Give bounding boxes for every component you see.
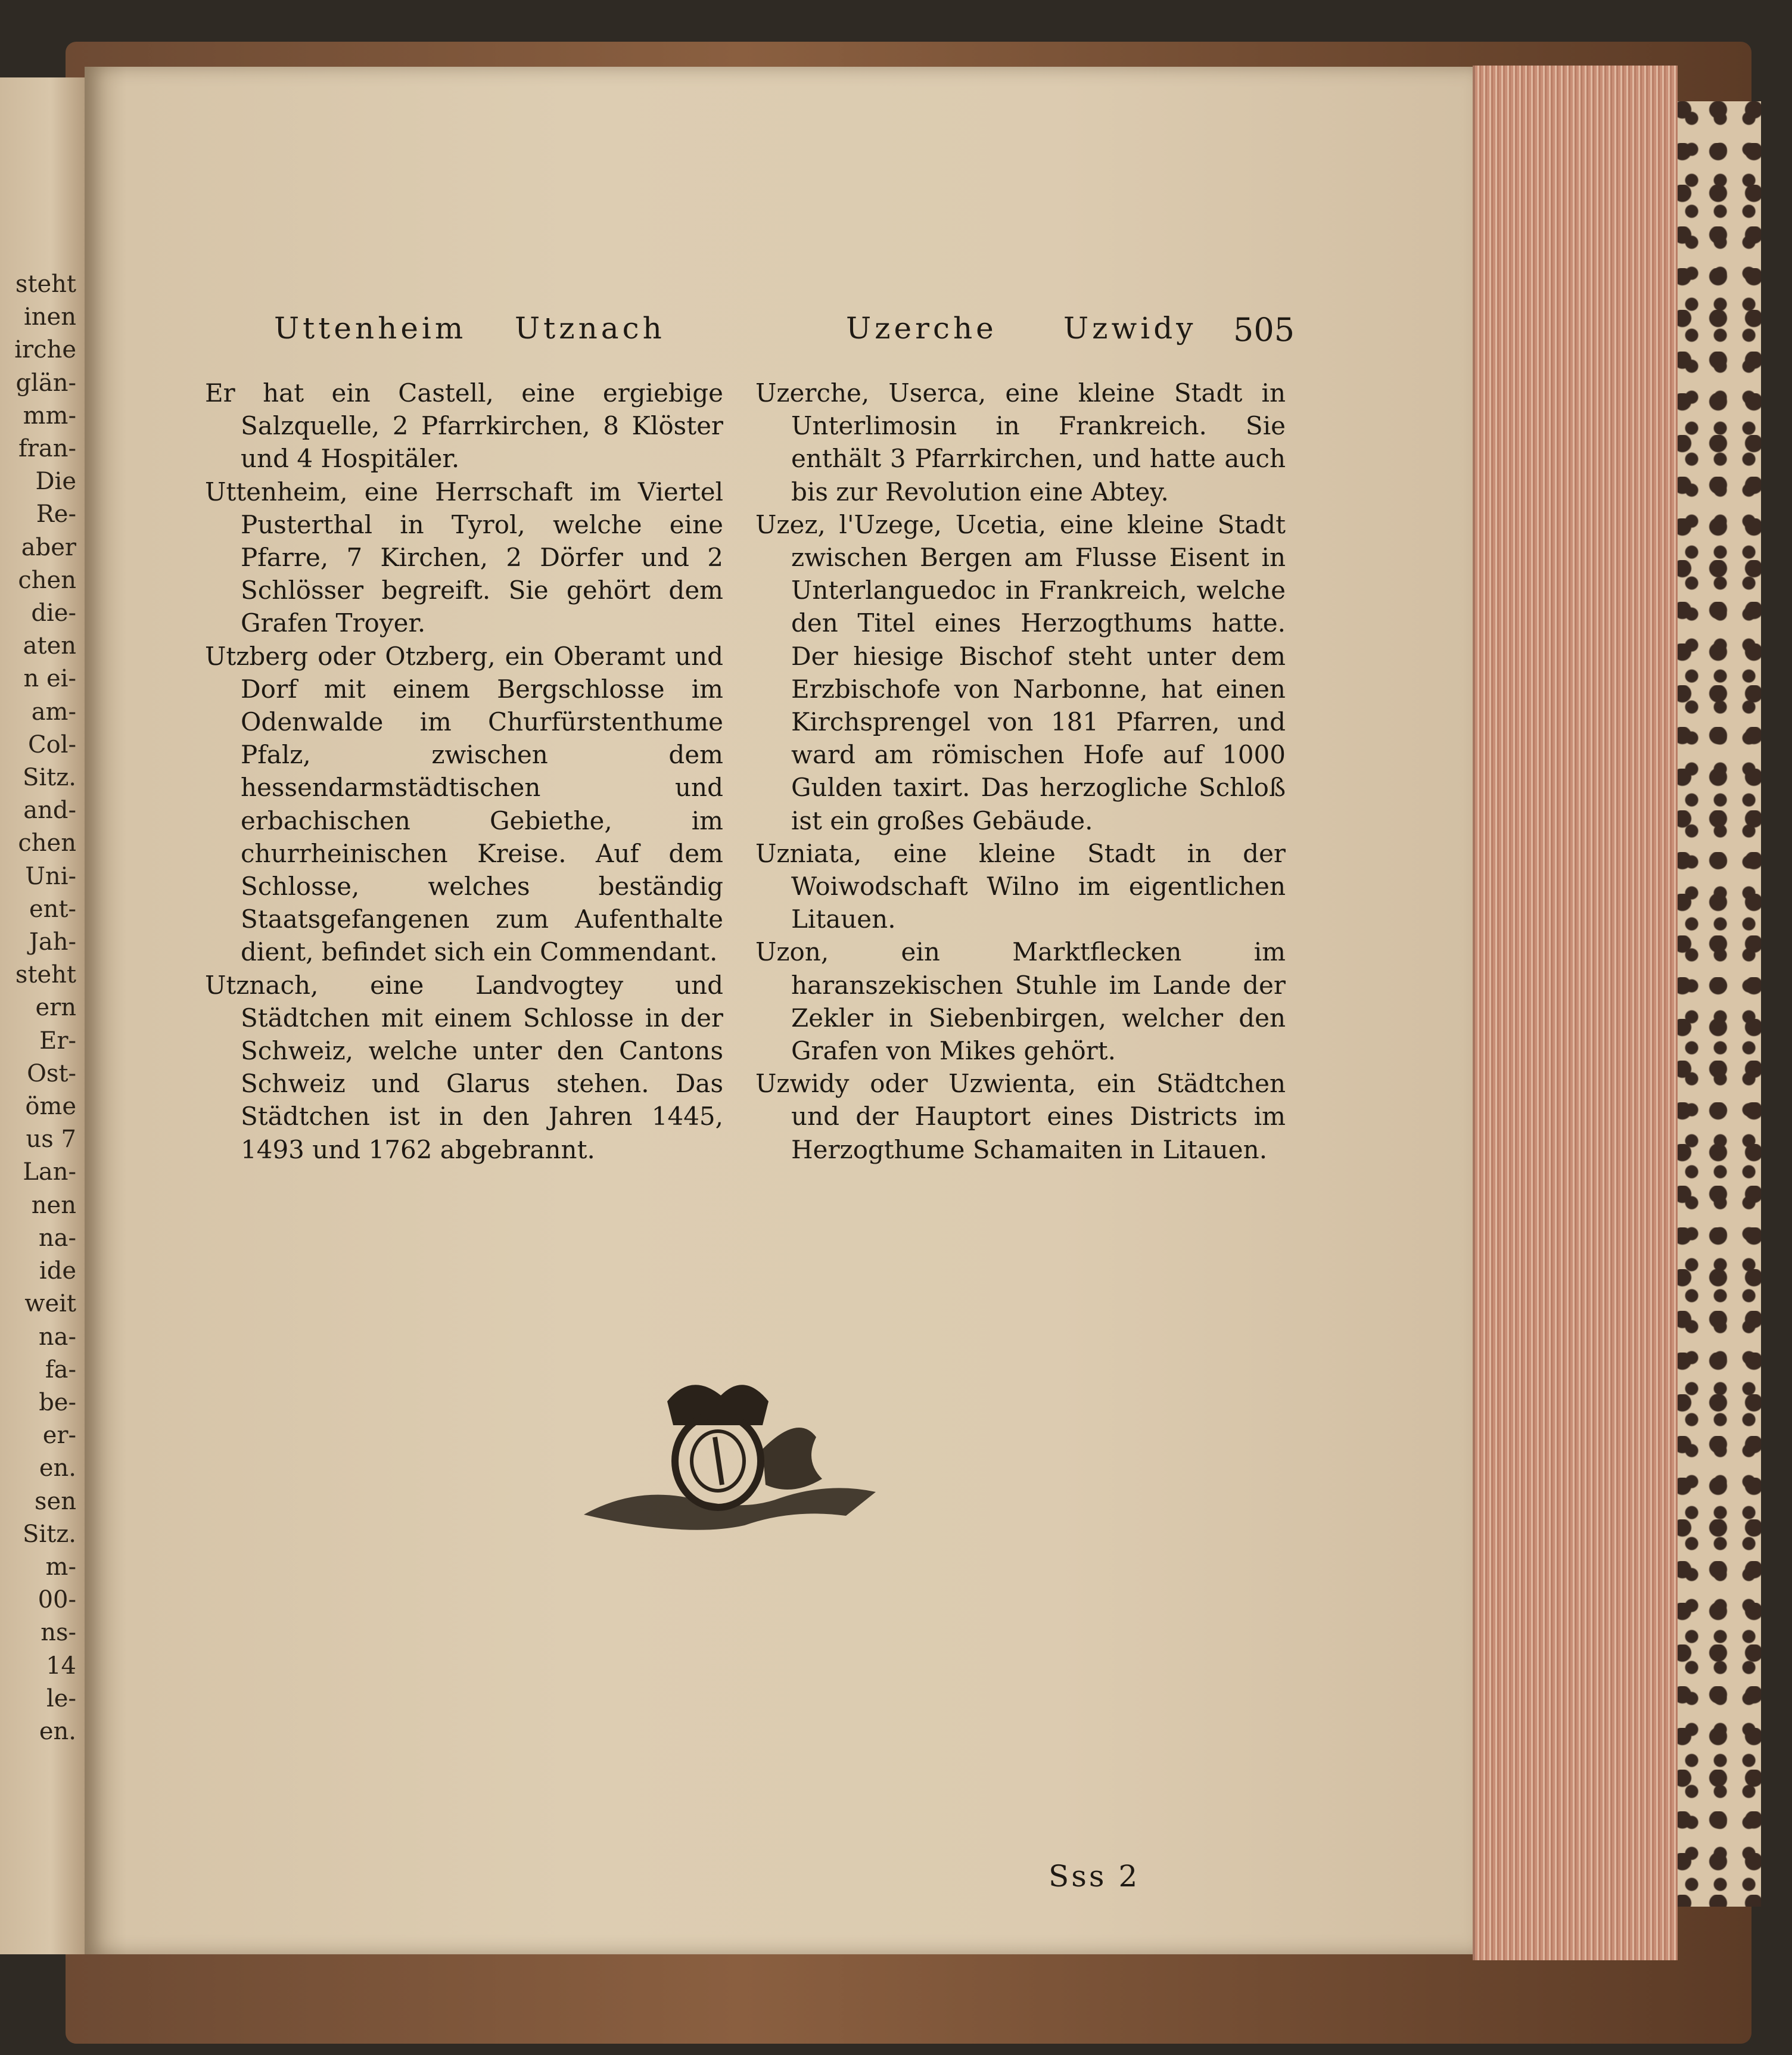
left-fragment: and- bbox=[23, 797, 76, 825]
left-page-fragment bbox=[0, 77, 85, 1954]
left-fragment: nen bbox=[31, 1191, 76, 1219]
gazetteer-entry: Er hat ein Castell, eine ergiebige Salzquelle, 2 Pfarrkirchen, 8 Klöster und 4 Hospitäler. bbox=[205, 378, 723, 474]
left-fragment: fran- bbox=[18, 435, 76, 463]
left-fragment: n ei- bbox=[23, 665, 76, 693]
running-head: Uzerche bbox=[846, 311, 997, 346]
left-fragment: ern bbox=[35, 994, 76, 1022]
left-fragment: mm- bbox=[23, 402, 76, 430]
gazetteer-entry: Uzwidy oder Uzwienta, ein Städtchen und der Hauptort eines Districts im Herzogthume Schamaiten in Litauen. bbox=[755, 1069, 1286, 1164]
left-fragment: Er- bbox=[39, 1027, 76, 1055]
left-fragment: le- bbox=[46, 1684, 76, 1712]
left-fragment: Col- bbox=[28, 730, 76, 758]
gazetteer-entry: Uzon, ein Marktflecken im haranszekischen Stuhle im Lande der Zekler in Siebenbirgen, welcher den Grafen von Mikes gehört. bbox=[755, 937, 1286, 1066]
left-fragment: ns- bbox=[41, 1619, 76, 1647]
left-fragment: 00- bbox=[38, 1586, 76, 1614]
page-block-edges bbox=[1473, 66, 1678, 1960]
right-text-column bbox=[755, 377, 1286, 1166]
gazetteer-entry: Uzniata, eine kleine Stadt in der Woiwodschaft Wilno im eigentlichen Litauen. bbox=[755, 838, 1286, 934]
book-page-505 bbox=[85, 67, 1473, 1954]
gazetteer-entry: Utznach, eine Landvogtey und Städtchen mit einem Schlosse in der Schweiz, welche unter den Cantons Schweiz und Glarus stehen. Das Städtchen ist in den Jahren 1445, 1493 und 1762 abgebrannt. bbox=[205, 970, 723, 1164]
gazetteer-entry: Utzberg oder Otzberg, ein Oberamt und Dorf mit einem Bergschlosse im Odenwalde im Churfürstenthume Pfalz, zwischen dem hessendarmstädtischen und erbachischen Gebiethe, im churrheinischen Kreise. Auf dem Schlosse, welches beständig Staatsgefangenen zum Aufenthalte dient, befindet sich ein Commendant. bbox=[205, 641, 723, 967]
left-fragment: chen bbox=[18, 829, 76, 857]
left-fragment: fa- bbox=[45, 1356, 76, 1384]
left-fragment: er- bbox=[42, 1422, 76, 1450]
left-fragment: weit bbox=[24, 1290, 76, 1318]
running-head: Utznach bbox=[515, 311, 665, 346]
left-fragment: glän- bbox=[15, 369, 76, 397]
left-page-line-endings bbox=[0, 268, 85, 1748]
signature-mark: Sss 2 bbox=[1049, 1859, 1140, 1894]
running-head: Uzwidy bbox=[1063, 311, 1197, 346]
gazetteer-entry: Uttenheim, eine Herrschaft im Viertel Pusterthal in Tyrol, welche eine Pfarre, 7 Kirchen, 2 Dörfer und 2 Schlösser begreift. Sie gehört dem Grafen Troyer. bbox=[205, 477, 723, 638]
left-fragment: steht bbox=[15, 961, 76, 989]
left-fragment: be- bbox=[39, 1388, 76, 1416]
left-fragment: Die bbox=[35, 468, 76, 496]
left-fragment: aten bbox=[23, 632, 76, 660]
left-fragment: inen bbox=[24, 303, 76, 331]
left-fragment: en. bbox=[39, 1454, 76, 1482]
left-fragment: en. bbox=[39, 1717, 76, 1745]
left-fragment: ent- bbox=[29, 895, 76, 923]
left-fragment: Sitz. bbox=[22, 1520, 76, 1548]
left-fragment: öme bbox=[25, 1093, 76, 1121]
marbled-board-edge bbox=[1668, 101, 1761, 1907]
gazetteer-entry: Uzerche, Userca, eine kleine Stadt in Unterlimosin in Frankreich. Sie enthält 3 Pfarrkirchen, und hatte auch bis zur Revolution eine Abtey. bbox=[755, 378, 1286, 506]
left-text-column bbox=[205, 377, 723, 1166]
left-fragment: Uni- bbox=[25, 862, 76, 890]
left-fragment: sen bbox=[35, 1487, 76, 1515]
left-fragment: Ost- bbox=[27, 1059, 76, 1087]
left-fragment: na- bbox=[38, 1224, 76, 1252]
left-fragment: aber bbox=[21, 533, 76, 561]
left-fragment: irche bbox=[14, 336, 76, 364]
left-fragment: Sitz. bbox=[22, 764, 76, 792]
left-fragment: us 7 bbox=[26, 1126, 76, 1154]
left-fragment: die- bbox=[31, 599, 76, 627]
left-fragment: Re- bbox=[36, 500, 76, 528]
printer-ornament-vignette bbox=[566, 1360, 911, 1556]
left-fragment: ide bbox=[39, 1257, 76, 1285]
left-fragment: am- bbox=[31, 698, 76, 726]
gazetteer-entry: Uzez, l'Uzege, Ucetia, eine kleine Stadt zwischen Bergen am Flusse Eisent in Unterlanguedoc in Frankreich, welche den Titel eines Herzogthums hatte. Der hiesige Bischof steht unter dem Erzbischofe von Narbonne, hat einen Kirchsprengel von 181 Pfarren, und ward am römischen Hofe auf 1000 Gulden taxirt. Das herzogliche Schloß ist ein großes Gebäude. bbox=[755, 509, 1286, 835]
left-fragment: na- bbox=[38, 1323, 76, 1351]
left-fragment: 14 bbox=[46, 1652, 76, 1680]
left-fragment: m- bbox=[45, 1553, 76, 1581]
running-head: Uttenheim bbox=[274, 311, 467, 346]
page-number: 505 bbox=[1233, 311, 1295, 349]
left-fragment: Lan- bbox=[23, 1158, 76, 1186]
left-fragment: Jah- bbox=[29, 928, 76, 956]
left-fragment: chen bbox=[18, 566, 76, 594]
left-fragment: steht bbox=[15, 271, 76, 298]
